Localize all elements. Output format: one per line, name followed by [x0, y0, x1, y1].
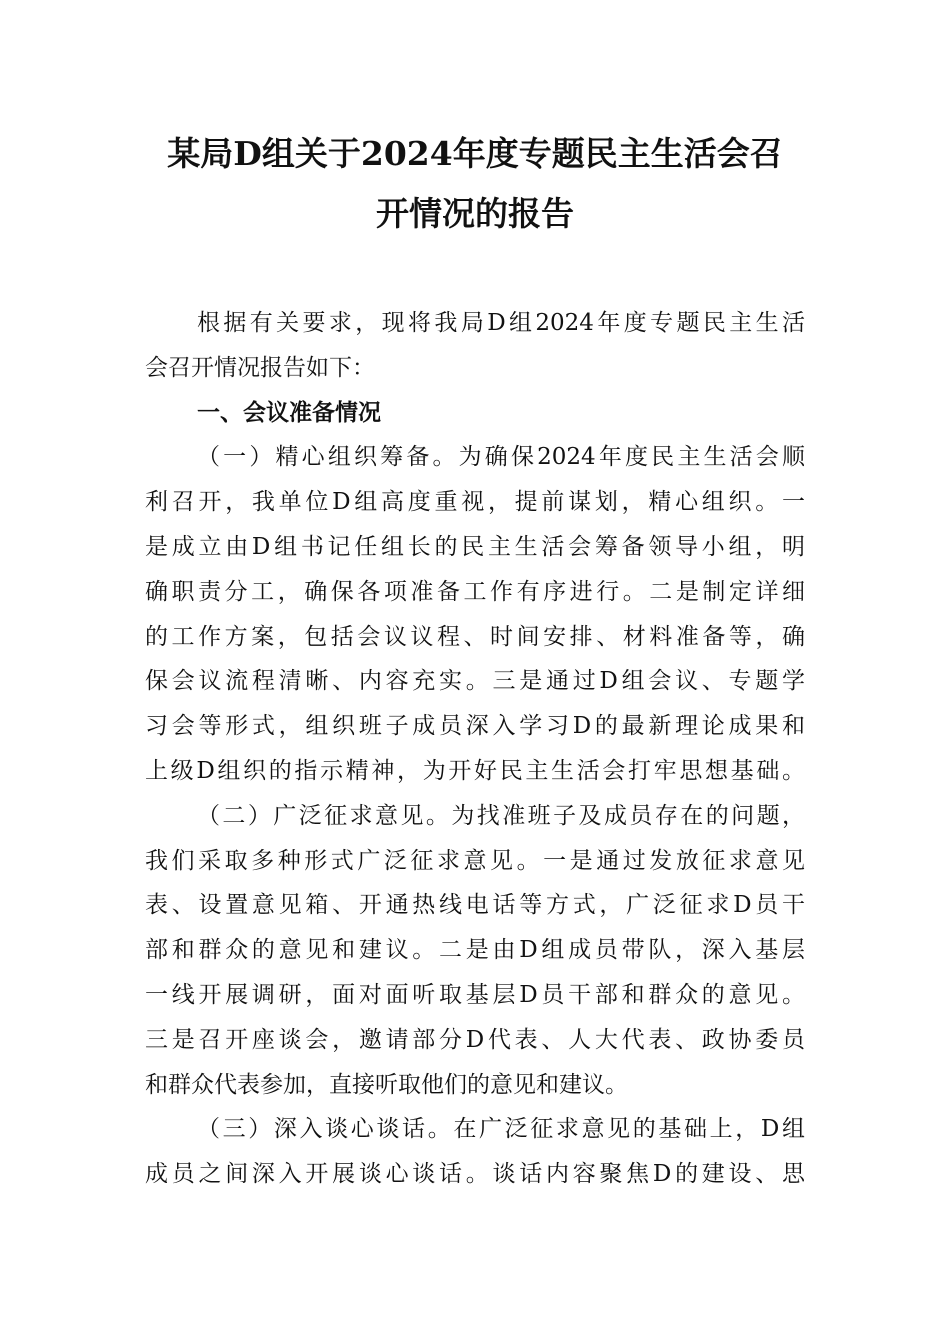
text-line: 表、设置意见箱、开通热线电话等方式，广泛征求D员干: [145, 892, 805, 919]
text-line: （二）广泛征求意见。为找准班子及成员存在的问题，: [197, 802, 805, 829]
text-line: 是成立由D组书记任组长的民主生活会筹备领导小组，明: [145, 533, 805, 560]
title-line-1: 某局D组关于2024年度专题民主生活会召: [167, 134, 783, 173]
text-line: 利召开，我单位D组高度重视，提前谋划，精心组织。一: [145, 489, 805, 516]
text-line: （三）深入谈心谈话。在广泛征求意见的基础上，D组: [197, 1116, 805, 1143]
text-line: 和群众代表参加，直接听取他们的意见和建议。: [145, 1071, 628, 1098]
text-line: 部和群众的意见和建议。二是由D组成员带队，深入基层: [145, 937, 805, 964]
text-line: 成员之间深入开展谈心谈话。谈话内容聚焦D的建设、思: [145, 1161, 805, 1188]
title-line-2: 开情况的报告: [376, 194, 574, 233]
text-line: 确职责分工，确保各项准备工作有序进行。二是制定详细: [145, 578, 805, 605]
text-line: 根据有关要求，现将我局D组2024年度专题民主生活: [197, 310, 805, 336]
paragraph-1: [145, 435, 805, 793]
text-line: 上级D组织的指示精神，为开好民主生活会打牢思想基础。: [145, 757, 805, 784]
section-heading: 一、会议准备情况: [197, 399, 381, 426]
text-line: 会召开情况报告如下：: [145, 354, 375, 381]
text-line: 习会等形式，组织班子成员深入学习D的最新理论成果和: [145, 713, 805, 740]
text-line: 的工作方案，包括会议议程、时间安排、材料准备等，确: [145, 623, 805, 650]
paragraph-2: [145, 794, 805, 1108]
intro-paragraph: [145, 301, 805, 391]
text-line: （一）精心组织筹备。为确保2024年度民主生活会顺: [197, 444, 805, 471]
text-line: 一线开展调研，面对面听取基层D员干部和群众的意见。: [145, 981, 805, 1008]
document-title: [0, 124, 950, 244]
document-body: [145, 301, 805, 1197]
text-line: 三是召开座谈会，邀请部分D代表、人大代表、政协委员: [145, 1026, 805, 1053]
paragraph-3: [145, 1107, 805, 1197]
text-line: 保会议流程清晰、内容充实。三是通过D组会议、专题学: [145, 668, 805, 695]
text-line: 我们采取多种形式广泛征求意见。一是通过发放征求意见: [145, 847, 805, 874]
